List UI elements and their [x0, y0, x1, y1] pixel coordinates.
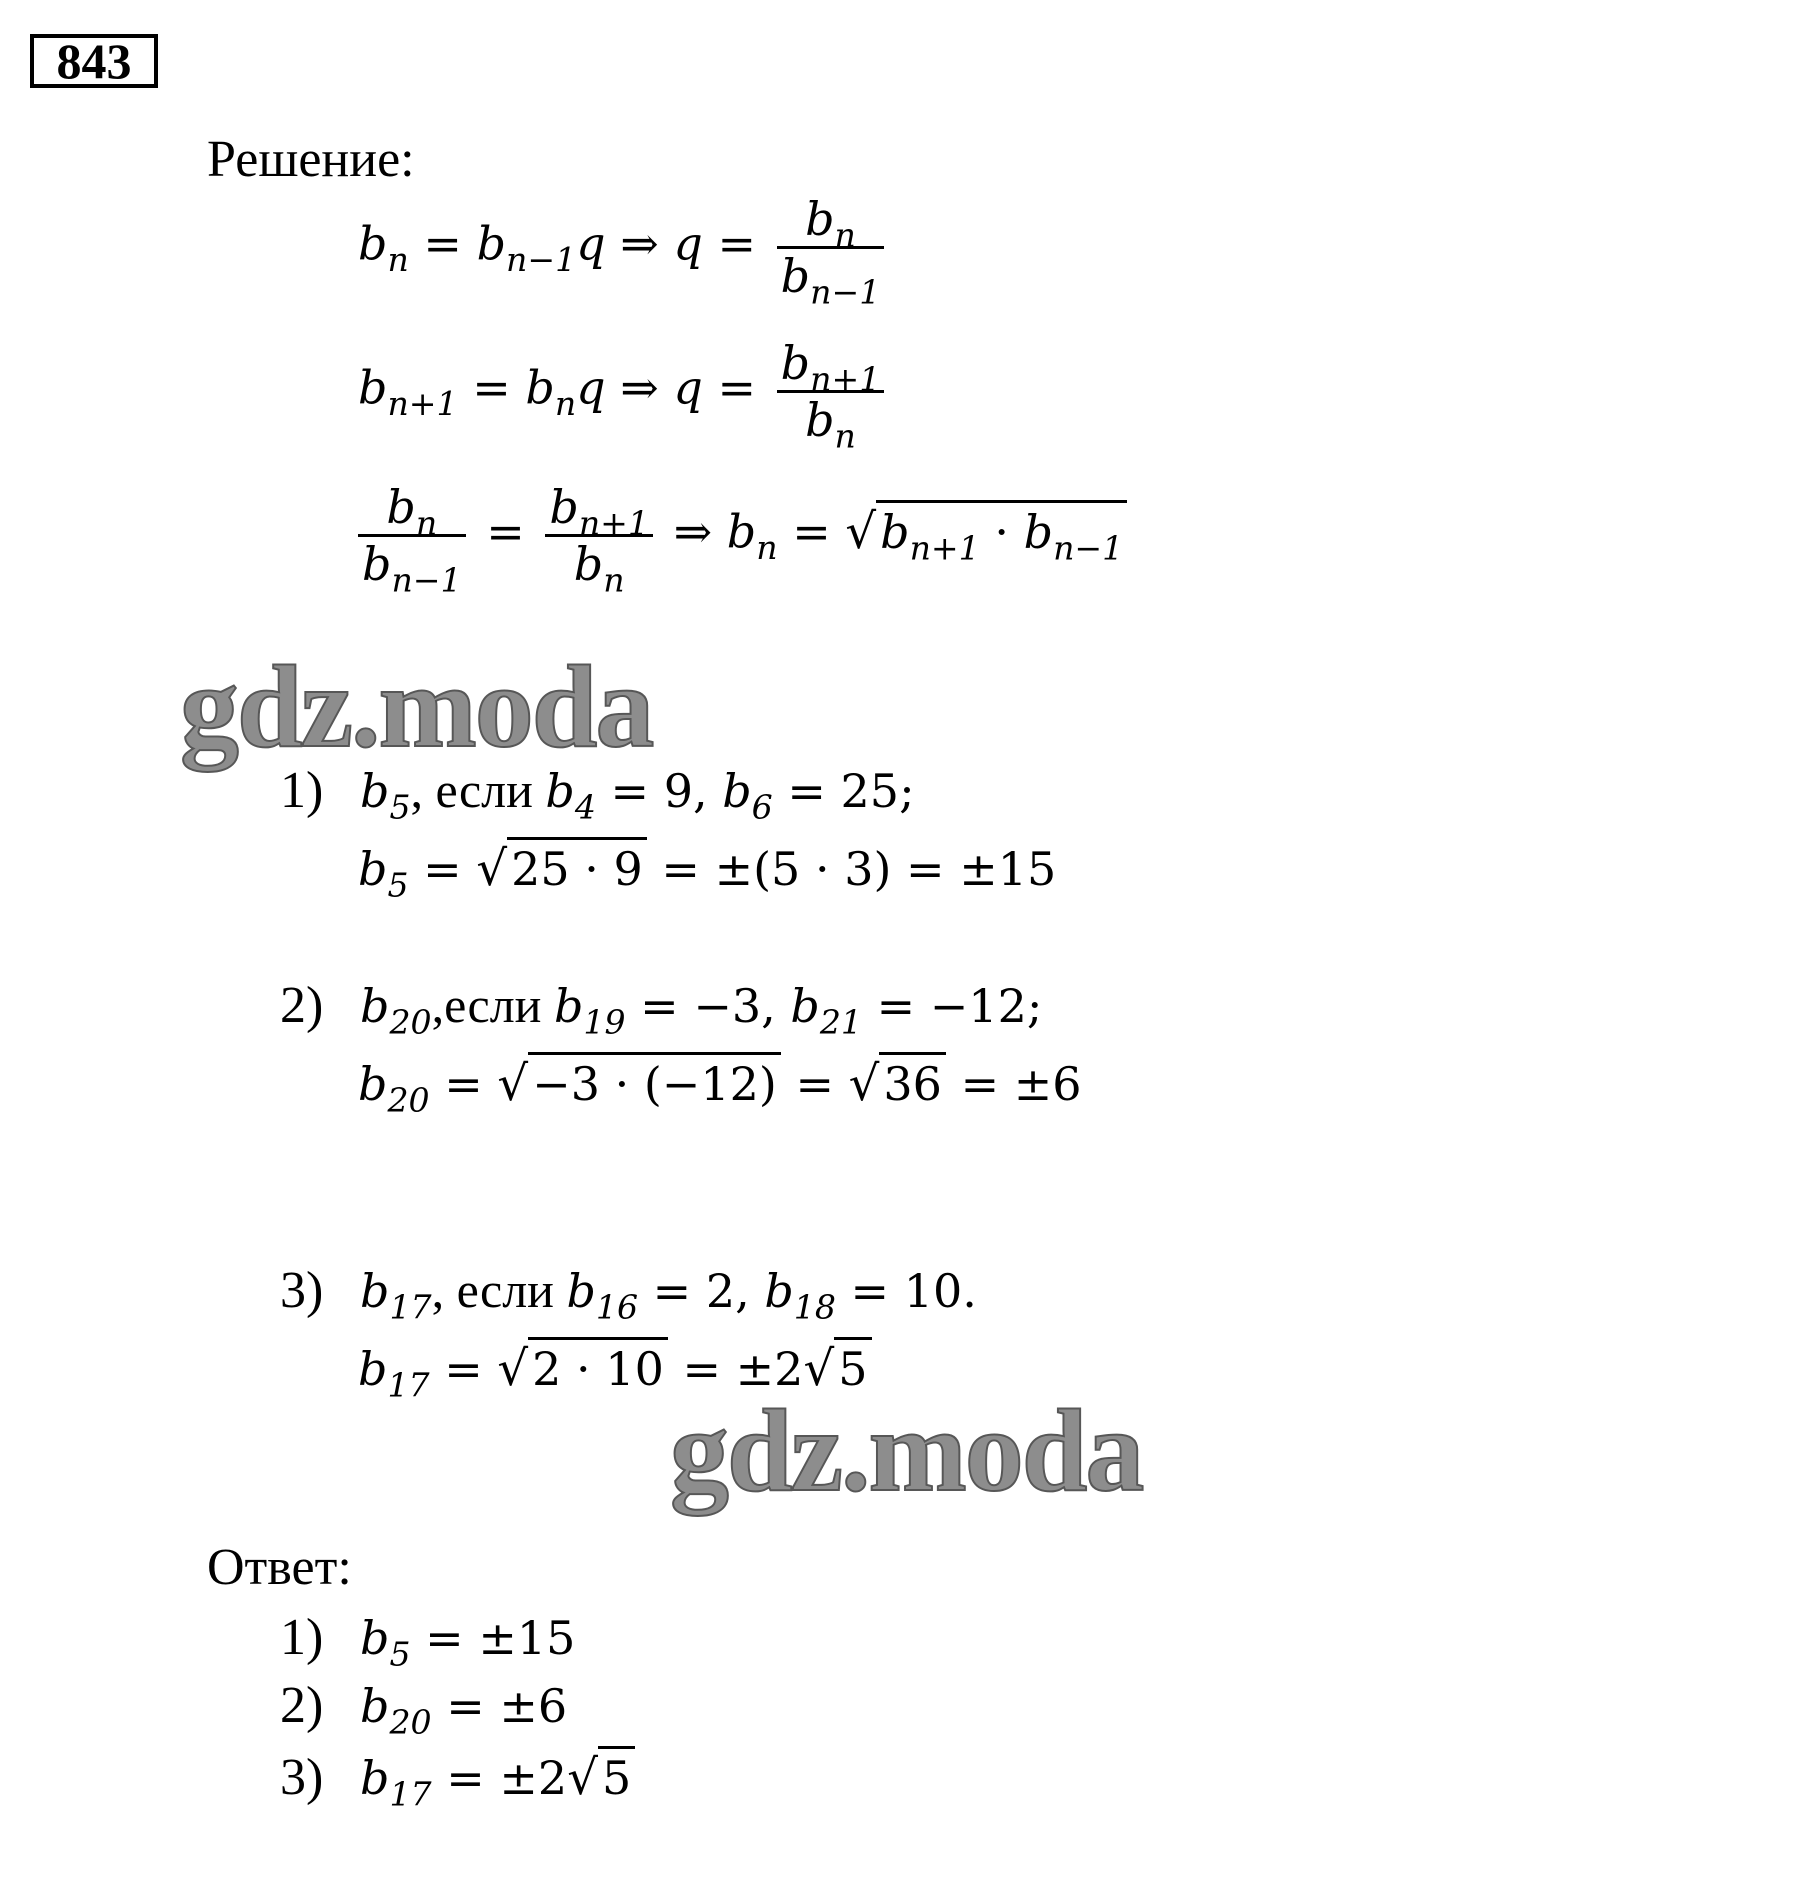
item-1-solution: $b_5 = √25 \cdot 9 = \pm(5 \cdot 3) = \pm 15$: [358, 845, 1056, 893]
fraction-right: $\frac{b_{n+1}}{b_n}$: [545, 484, 653, 587]
answer-1: 1) $b_5 = \pm 15$: [280, 1609, 576, 1674]
problem-number-box: 843: [30, 34, 158, 88]
derivation-line-2: $b_{n+1} = b_nq$ ⇒ q = $\frac{b_{n+1}}{b_n}$: [358, 340, 890, 443]
answer-label: Ответ:: [207, 1539, 352, 1596]
fraction-q-1: $\frac{b_n}{b_{n-1}}$: [777, 196, 885, 299]
item-2-condition: 2) $b_{20},если$ $b_{19} = -3$, $b_{21} = -12$;: [280, 977, 1043, 1042]
watermark-logo: gdz.moda: [180, 641, 653, 772]
item-3-condition: 3) $b_{17}$, если $b_{16} = 2$, $b_{18} = 10$.: [280, 1262, 977, 1327]
item-1-condition: 1) $b_5$, если $b_4 = 9$, $b_6 = 25$;: [280, 762, 915, 827]
sqrt-item-2b: √36: [849, 1060, 946, 1108]
watermark-logo-2: gdz.moda: [670, 1385, 1143, 1516]
item-3-solution: $b_{17} = √2 \cdot 10 = \pm 2√5$: [358, 1345, 872, 1393]
fraction-left: $\frac{b_n}{b_{n-1}}$: [358, 484, 466, 587]
sqrt-item-1: √25 · 9: [476, 845, 646, 893]
solution-label: Решение:: [207, 131, 415, 188]
answer-3: 3) $b_{17} = \pm 2√5$: [280, 1752, 635, 1804]
fraction-q-2: $\frac{b_{n+1}}{b_n}$: [777, 340, 885, 443]
item-2-solution: $b_{20} = √-3 \cdot (-12) = √36 = \pm 6$: [358, 1060, 1082, 1108]
sqrt-item-2a: √−3 · (−12): [497, 1060, 780, 1108]
sqrt-item-3a: √2 · 10: [497, 1345, 667, 1393]
derivation-line-3: $\frac{b_n}{b_{n-1}}$ = $\frac{b_{n+1}}{b_n}$ ⇒ $b_n = √b_{n+1} \cdot b_{n-1}$: [352, 484, 1127, 587]
sqrt-answer-3: √5: [567, 1754, 635, 1802]
derivation-line-1: $b_n = b_{n-1}q$ ⇒ q = $\frac{b_n}{b_{n-1}}$: [358, 196, 890, 299]
sqrt-expression: $√b_{n+1} \cdot b_{n-1}$: [845, 508, 1127, 556]
sqrt-item-3b: √5: [803, 1345, 871, 1393]
answer-2: 2) $b_{20} = \pm 6$: [280, 1677, 568, 1742]
